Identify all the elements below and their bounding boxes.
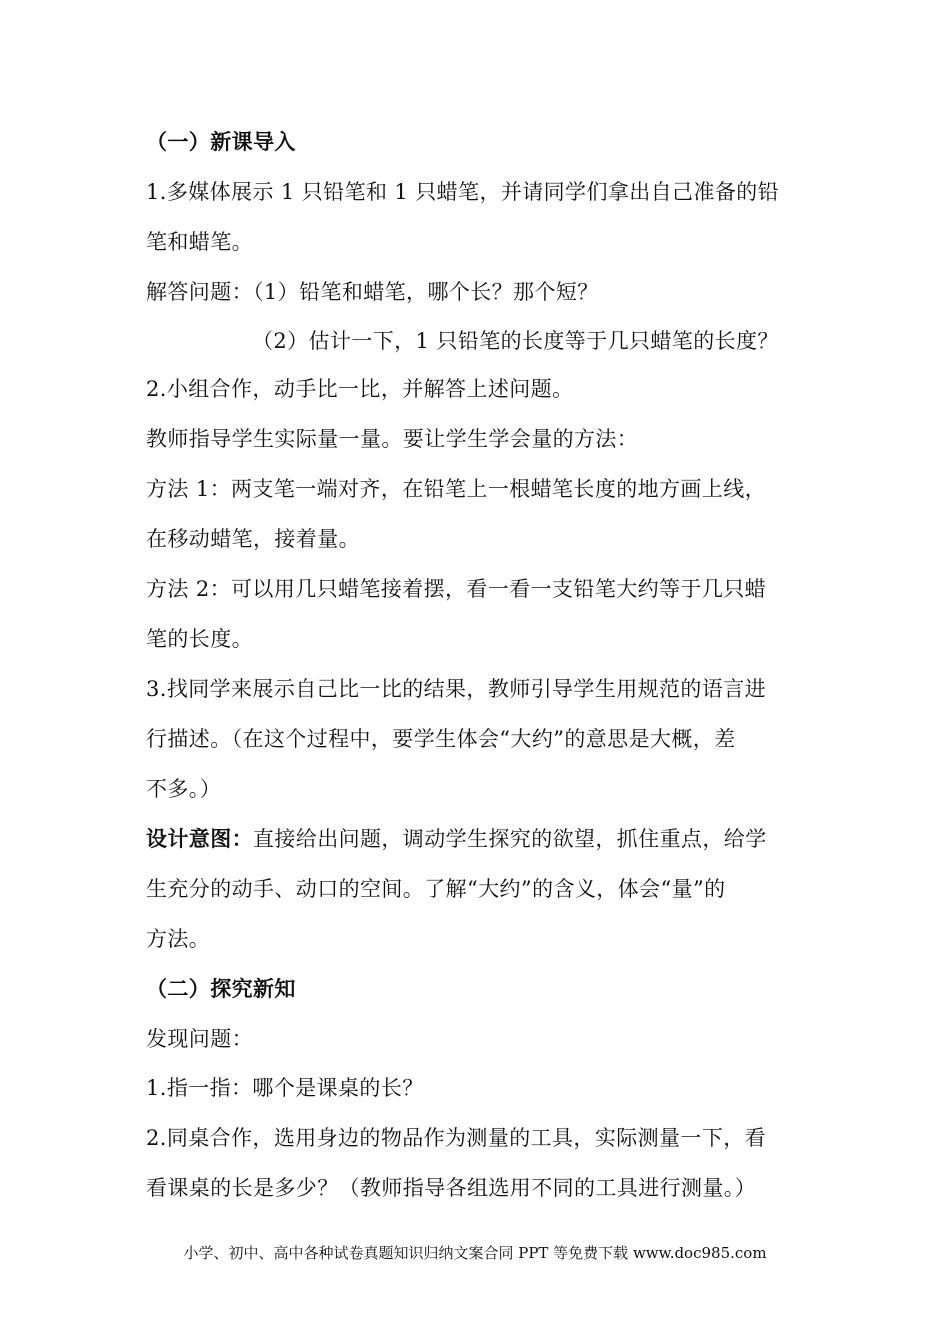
paragraph-multimedia-line2: 笔和蜡笔。 [146, 230, 253, 254]
design-intent-line1 [146, 824, 816, 854]
question-line2: （2）估计一下，1 只铅笔的长度等于几只蜡笔的长度？ [252, 329, 779, 353]
design-intent-line2: 生充分的动手、动口的空间。了解“大约”的含义，体会“量”的 [146, 877, 726, 901]
paragraph-show-result-line3: 不多。） [146, 777, 222, 801]
paragraph-find-problem: 发现问题： [146, 1027, 253, 1051]
paragraph-group-work: 2.小组合作，动手比一比，并解答上述问题。 [146, 377, 574, 401]
question-line1: 解答问题：（1）铅笔和蜡笔，哪个长？那个短？ [146, 280, 599, 304]
method1-line1: 方法 1：两支笔一端对齐，在铅笔上一根蜡笔长度的地方画上线， [146, 477, 767, 501]
paragraph-multimedia-line1: 1.多媒体展示 1 只铅笔和 1 只蜡笔，并请同学们拿出自己准备的铅 [146, 180, 780, 204]
page-footer: 小学、初中、高中各种试卷真题知识归纳文案合同 PPT 等免费下载 www.doc985.com [183, 1244, 767, 1262]
method1-line2: 在移动蜡笔，接着量。 [146, 527, 360, 551]
section2-heading: （二）探究新知 [146, 976, 296, 1001]
design-intent-label: 设计意图： [146, 826, 253, 851]
section1-heading: （一）新课导入 [146, 129, 296, 154]
method2-line2: 笔的长度。 [146, 627, 253, 651]
paragraph-show-result-line1: 3.找同学来展示自己比一比的结果，教师引导学生用规范的语言进 [146, 677, 767, 701]
method2-line1: 方法 2：可以用几只蜡笔接着摆，看一看一支铅笔大约等于几只蜡 [146, 577, 767, 601]
paragraph-measure-line1: 2.同桌合作，选用身边的物品作为测量的工具，实际测量一下，看 [146, 1126, 767, 1150]
design-intent-text: 直接给出问题，调动学生探究的欲望，抓住重点，给学 [253, 827, 767, 851]
paragraph-point-desk: 1.指一指：哪个是课桌的长？ [146, 1076, 424, 1100]
paragraph-teacher-guide: 教师指导学生实际量一量。要让学生学会量的方法： [146, 427, 639, 451]
design-intent-line3: 方法。 [146, 927, 211, 951]
paragraph-measure-line2: 看课桌的长是多少？（教师指导各组选用不同的工具进行测量。） [146, 1176, 757, 1200]
paragraph-show-result-line2: 行描述。（在这个过程中，要学生体会“大约”的意思是大概，差 [146, 727, 736, 751]
